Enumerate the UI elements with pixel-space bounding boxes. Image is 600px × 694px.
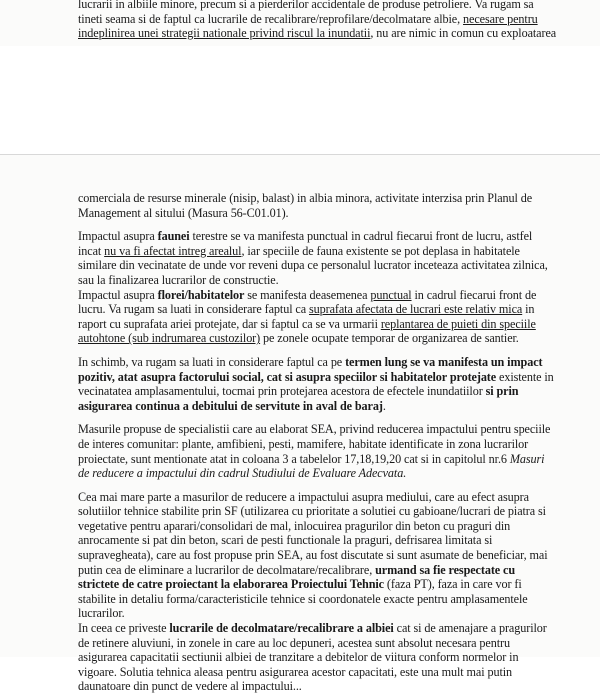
text-run: putin cea de eliminare a lucrarilor de decolmatare/recalibrare, [78,562,376,577]
text-line [78,452,576,467]
page-gap [0,46,600,154]
text-run: Impactul asupra [78,287,158,302]
underlined-text: punctual [370,287,412,302]
text-run: lucrarii in albiile minore, precum si a pierderilor accidentale de produse petroliere. Va rugam sa [78,0,534,11]
text-line [78,533,576,548]
text-run: lucru. Va rugam sa luati in considerare faptul ca [78,302,309,317]
text-line [78,504,576,519]
italic-text: Masuri [509,451,545,466]
bold-text: florei/habitatelor [157,287,245,302]
text-line [78,317,576,332]
underlined-text: indeplinirea unei strategii nationale privind riscul la inundatii [78,26,371,41]
text-run: , iar speciile de fauna existente se pot deplasa in habitatele [241,243,520,258]
paragraph-spacer [78,346,576,355]
text-run: Cea mai mare parte a masurilor de reducere a impactului asupra mediului, care au efect asupra [78,489,529,504]
text-line [78,399,576,414]
text-run: se manifesta deasemenea [244,287,371,302]
underlined-text: autohtone (sub indrumarea custozilor) [78,331,261,346]
text-run: in [522,302,535,317]
text-run: lucrarilor. [78,606,125,621]
text-run: proiectate, sunt mentionate atat in coloana 3 a tabelelor 17,18,19,20 cat si in capitolul nr.6 [78,451,510,466]
bold-text: urmand sa fie respectate cu [375,562,516,577]
text-line [78,0,576,12]
text-line [78,563,576,578]
text-run: stabilite in detaliu forma/caracteristicile tehnice si coordonatele exacte pentru amplasamentele [78,591,528,606]
text-run: , nu are nimic in comun cu exploatarea [370,26,557,41]
text-line [78,650,576,665]
text-line [78,466,576,481]
underlined-text: suprafata afectata de lucrari este relativ mica [309,302,523,317]
text-run: existente in [496,369,554,384]
text-run: comerciala de resurse minerale (nisip, balast) in albia minora, activitate interzisa prin Planul de [78,191,533,205]
text-line [78,592,576,607]
text-line [78,273,576,288]
text-run: in cadrul fiecarui front de [411,287,537,302]
text-line [78,577,576,592]
text-line [78,302,576,317]
page-top-text [78,0,576,41]
text-line [78,288,576,303]
text-run: Impactul asupra [78,229,158,244]
text-line [78,665,576,680]
underlined-text: replantarea de puieti din speciile [380,316,536,331]
text-line [78,191,576,206]
text-line [78,258,576,273]
text-run: tineti seama si de faptul ca lucrarile de recalibrare/reprofilare/decolmatare albie, [78,11,464,26]
text-line [78,679,576,694]
text-run: vecinatatea amplasamentului, tocmai prin protejarea acestora de efectele inundatiilor [78,384,486,399]
text-run: anrocamente si pat din beton, scari de pesti functionale la praguri, defrisarea limitata si [78,533,493,548]
text-run: daunatoare din punct de vedere al impactului... [78,679,302,694]
paragraph-spacer [78,220,576,229]
paragraph-spacer [78,413,576,422]
text-line [78,384,576,399]
italic-text: de reducere a impactului din cadrul Studiului de Evaluare Adecvata. [78,466,407,481]
text-line [78,26,576,41]
bold-text: faunei [157,229,190,244]
text-line [78,206,576,221]
paragraph-spacer [78,481,576,490]
text-line [78,370,576,385]
text-run: solutiilor tehnice stabilite prin SF (utilizarea cu prioritate a solutiei cu gabioane/lucrari de piatra si [78,504,546,519]
text-run: vegetative pentru aparari/consolidari de mal, inlocuirea pragurilor din beton cu praguri din [78,518,511,533]
text-line [78,331,576,346]
text-run: . [382,398,386,413]
text-run: Masurile propuse de specialistii care au elaborat SEA, privind reducerea impactului pentru speciile [78,422,551,437]
document-page-top [0,0,600,46]
text-line [78,548,576,563]
text-line [78,621,576,636]
text-line [78,12,576,27]
bold-text: si prin [485,384,519,399]
text-run: de retinere aluviuni, in zonele in care au loc depuneri, acestea sunt absolut necesara pentru [78,635,510,650]
text-run: In ceea ce priveste [78,621,170,636]
page-main-text [78,191,576,694]
text-run: supravegheata), care au fost propuse prin SEA, au fost discutate si sunt asumate de beneficiar, mai [78,548,548,563]
text-run: vigoare. Solutia tehnica aleasa pentru asigurarea acestor capacitati, este una mult mai putin [78,664,513,679]
bold-text: strictete de catre proiectant la elaborarea Proiectului Tehnic [78,577,384,592]
text-run: Management al sitului (Masura 56-C01.01). [78,205,289,220]
text-run: In schimb, va rugam sa luati in considerare faptul ca pe [78,354,346,369]
underlined-text: nu va fi afectat intreg arealul [104,243,242,258]
text-line [78,636,576,651]
text-run: cat si de amenajare a pragurilor [393,621,547,636]
text-run: (faza PT), faza in care vor fi [383,577,522,592]
text-run: pe zonele ocupate temporar de organizarea de santier. [260,331,519,346]
document-page-main [0,154,600,694]
text-run: asigurarea capacitatii sectiunii albiei de tranzitare a debitelor de viitura conform normelor in [78,650,519,665]
text-line [78,606,576,621]
text-line [78,244,576,259]
bold-text: asigurarea continua a debitului de servitute in aval de baraj [78,398,383,413]
bold-text: pozitiv, atat asupra factorului social, cat si asupra speciilor si habitatelor protejate [78,369,497,384]
page-edge [0,154,600,155]
text-run: de interes comunitar: plante, amfibieni, pesti, mamifere, habitate identificate in zona lucrarilor [78,436,529,451]
text-run: incat [78,243,105,258]
text-run: terestre se va manifesta punctual in cadrul fiecarui front de lucru, astfel [189,229,533,244]
text-run: sau la finalizarea lucrarilor de constructie. [78,272,279,287]
bold-text: lucrarile de decolmatare/recalibrare a albiei [169,621,394,636]
text-run: raport cu suprafata ariei protejate, dar si faptul ca se va urmarii [78,316,381,331]
text-line [78,490,576,505]
text-run: similare din vecinatate de unde vor reveni dupa ce personalul lucrator inceteaza activitatea zilnica, [78,258,548,273]
text-line [78,229,576,244]
text-line [78,519,576,534]
text-line [78,437,576,452]
underlined-text: necesare pentru [463,11,538,26]
text-line [78,355,576,370]
text-line [78,422,576,437]
bold-text: termen lung se va manifesta un impact [345,354,543,369]
